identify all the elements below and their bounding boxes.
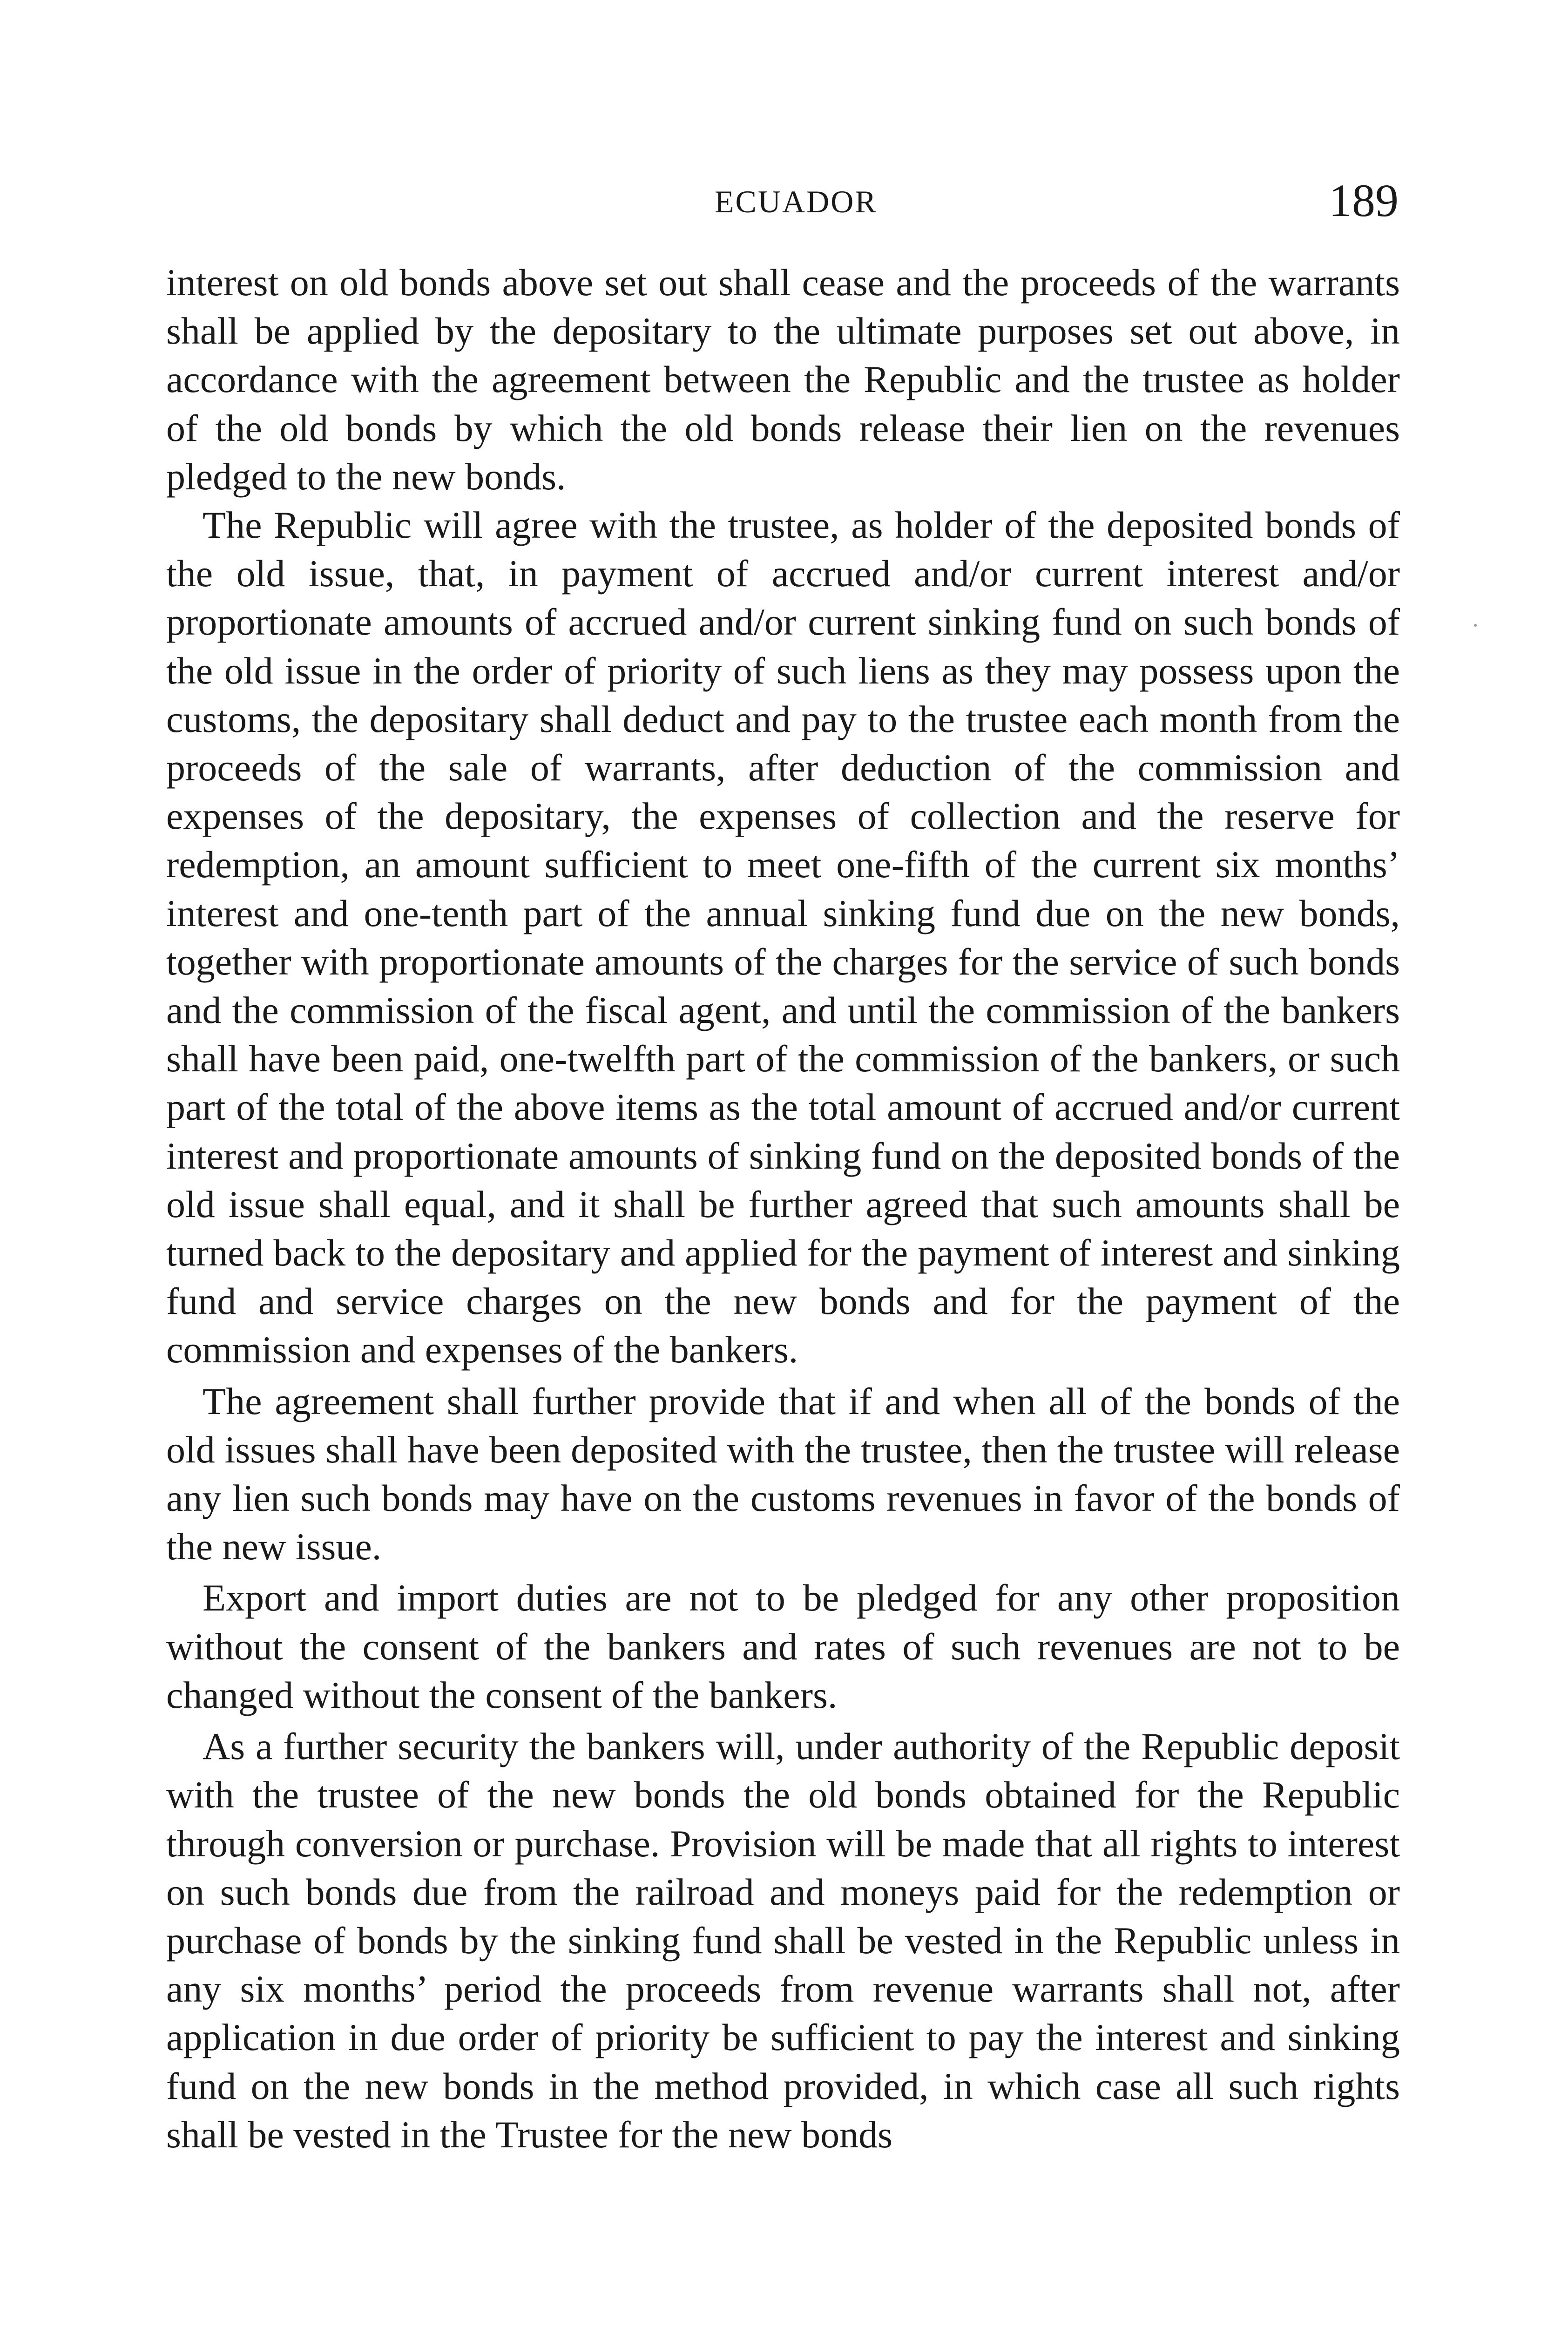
paragraph-further-security: As a further security the bankers will, under authority of the Republic deposit with the trustee of the new bonds the old bonds obtained for the Republic through conversion or purchase. Provision will be made that all rights to interest on such bonds due from the railroad and moneys paid for the redemption or purchase of bonds by the sinking fund shall be vested in the Republic unless in any six months’ period the proceeds from revenue warrants shall not, after application in due order of priority be sufficient to pay the interest and sinking fund on the new bonds in the method provided, in which case all such rights shall be vested in the Trustee for the new bonds	[166, 1725, 1400, 2156]
running-title: ECUADOR	[715, 184, 878, 219]
paragraph-duties: Export and import duties are not to be pledged for any other proposition without the consent of the bankers and rates of such revenues are not to be changed without the consent of the bankers.	[166, 1577, 1400, 1716]
page-number: 189	[1329, 175, 1399, 226]
running-head	[0, 176, 1568, 227]
paragraph-lien-release: The agreement shall further provide that if and when all of the bonds of the old issues shall have been deposited with the trustee, then the trustee will release any lien such bonds may have on the customs revenues in favor of the bonds of the new issue.	[166, 1380, 1400, 1568]
paragraph-trustee-agreement: The Republic will agree with the trustee, as holder of the deposited bonds of the old issue, that, in payment of accrued and/or current interest and/or proportionate amounts of accrued and/or current sinking fund on such bonds of the old issue in the order of priority of such liens as they may possess upon the customs, the depositary shall deduct and pay to the trustee each month from the proceeds of the sale of warrants, after deduction of the commission and expenses of the depositary, the expenses of collection and the reserve for redemption, an amount sufficient to meet one-fifth of the current six months’ interest and one-tenth part of the annual sinking fund due on the new bonds, together with proportionate amounts of the charges for the service of such bonds and the commission of the fiscal agent, and until the commission of the bankers shall have been paid, one-twelfth part of the commission of the bankers, or such part of the total of the above items as the total amount of accrued and/or current interest and proportionate amounts of sinking fund on the deposited bonds of the old issue shall equal, and it shall be further agreed that such amounts shall be turned back to the depositary and applied for the payment of interest and sinking fund and service charges on the new bonds and for the payment of the commission and expenses of the bankers.	[166, 504, 1400, 1371]
paper-speck	[1474, 624, 1477, 627]
paragraph-continuation: interest on old bonds above set out shall cease and the proceeds of the warrants shall be applied by the depositary to the ultimate purposes set out above, in accordance with the agreement between the Republic and the trustee as holder of the old bonds by which the old bonds release their lien on the revenues pledged to the new bonds.	[166, 261, 1400, 498]
body-text	[166, 258, 1400, 2159]
